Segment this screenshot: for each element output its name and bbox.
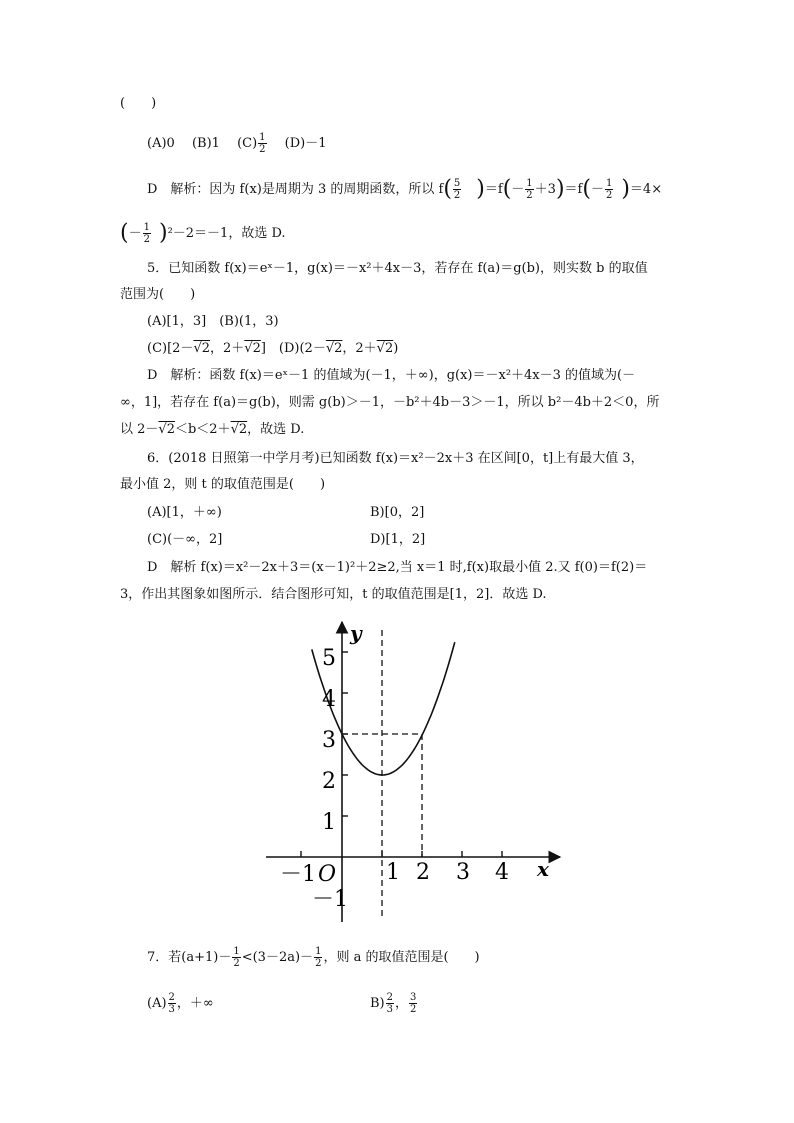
x-axis-label: x <box>537 857 549 881</box>
q7-option-a: (A) $\frac{2}{3}$ ，＋∞ <box>147 992 214 1015</box>
q6-option-b: B)[0，2] <box>370 505 425 520</box>
q5-solution-line3: 以 2－√2＜b＜2＋√2，故选 D. <box>120 422 305 437</box>
q5-stem-line1: 5．已知函数 f(x)＝eˣ－1，g(x)＝－x²＋4x－3，若存在 f(a)＝g(b)，则实数 b 的取值 <box>147 261 648 276</box>
q6-stem-line2: 最小值 2，则 t 的取值范围是( ) <box>120 477 326 492</box>
x-tick-label: 3 <box>456 860 470 885</box>
y-tick-label: 5 <box>322 646 336 671</box>
q7-stem: 7．若(a+1)－ $\frac{1}{2}$ <(3－2a)－ $\frac{1}{2}$ ，则 a 的取值范围是( ) <box>147 946 480 969</box>
q4-option-d: (D)－1 <box>284 136 327 151</box>
q6-option-a: (A)[1，＋∞) <box>147 505 222 520</box>
q5-solution-line2: ∞，1]，若存在 f(a)＝g(b)，则需 g(b)＞－1，－b²＋4b－3＞－1，所以 b²－4b＋2＜0，所 <box>120 395 660 410</box>
q6-solution-line2: 3，作出其图象如图所示．结合图形可知，t 的取值范围是[1，2]．故选 D. <box>120 587 547 602</box>
q6-stem-line1: 6．(2018 日照第一中学月考)已知函数 f(x)＝x²－2x＋3 在区间[0，t]上有最大值 3， <box>147 451 644 466</box>
y-tick-label: 3 <box>322 728 336 753</box>
q7-option-b: B) $\frac{2}{3}$ ， $\frac{3}{2}$ <box>370 992 417 1015</box>
q4-solution-line1: D 解析：因为 f(x)是周期为 3 的周期函数，所以 f( $\frac{5}{2}$ )＝f(－ $\frac{1}{2}$ ＋3)＝f(－ $\frac{1}{2}$ )＝4× <box>147 176 663 202</box>
x-tick-label: －1 <box>280 862 316 887</box>
q4-option-a: (A)0 <box>147 136 175 151</box>
q4-solution-line2: (－ $\frac{1}{2}$ )²－2＝－1，故选 D. <box>120 220 286 246</box>
y-tick-label: －1 <box>312 887 348 912</box>
y-tick-label: 4 <box>322 687 336 712</box>
q6-option-c: (C)(－∞，2] <box>147 532 223 547</box>
parabola-curve <box>312 642 455 775</box>
origin-label: O <box>318 862 337 887</box>
q6-option-d: D)[1，2] <box>370 532 426 547</box>
q4-options <box>147 132 327 155</box>
y-tick-label: 1 <box>322 810 336 835</box>
x-tick-label: 1 <box>386 860 400 885</box>
q5-stem-line2: 范围为( ) <box>120 287 196 302</box>
q4-option-b: (B)1 <box>191 136 220 151</box>
q5-options-ab: (A)[1，3] (B)(1，3) <box>147 314 279 329</box>
x-tick-label: 4 <box>495 860 509 885</box>
q4-option-c: (C) $\frac{1}{2}$ <box>237 132 266 155</box>
x-tick-label: 2 <box>416 860 430 885</box>
q4-bracket: ( ) <box>120 96 157 111</box>
y-tick-label: 2 <box>322 769 336 794</box>
q5-options-cd: (C)[2－√2，2＋√2] (D)(2－√2，2＋√2) <box>147 341 399 356</box>
y-axis-label: y <box>350 621 362 645</box>
q5-solution-line1: D 解析：函数 f(x)＝eˣ－1 的值域为(－1，＋∞)，g(x)＝－x²＋4x－3 的值域为(－ <box>147 368 636 383</box>
q6-solution-line1: D 解析 f(x)＝x²－2x＋3＝(x－1)²＋2≥2,当 x＝1 时,f(x)取最小值 2.又 f(0)＝f(2)＝ <box>147 560 648 575</box>
